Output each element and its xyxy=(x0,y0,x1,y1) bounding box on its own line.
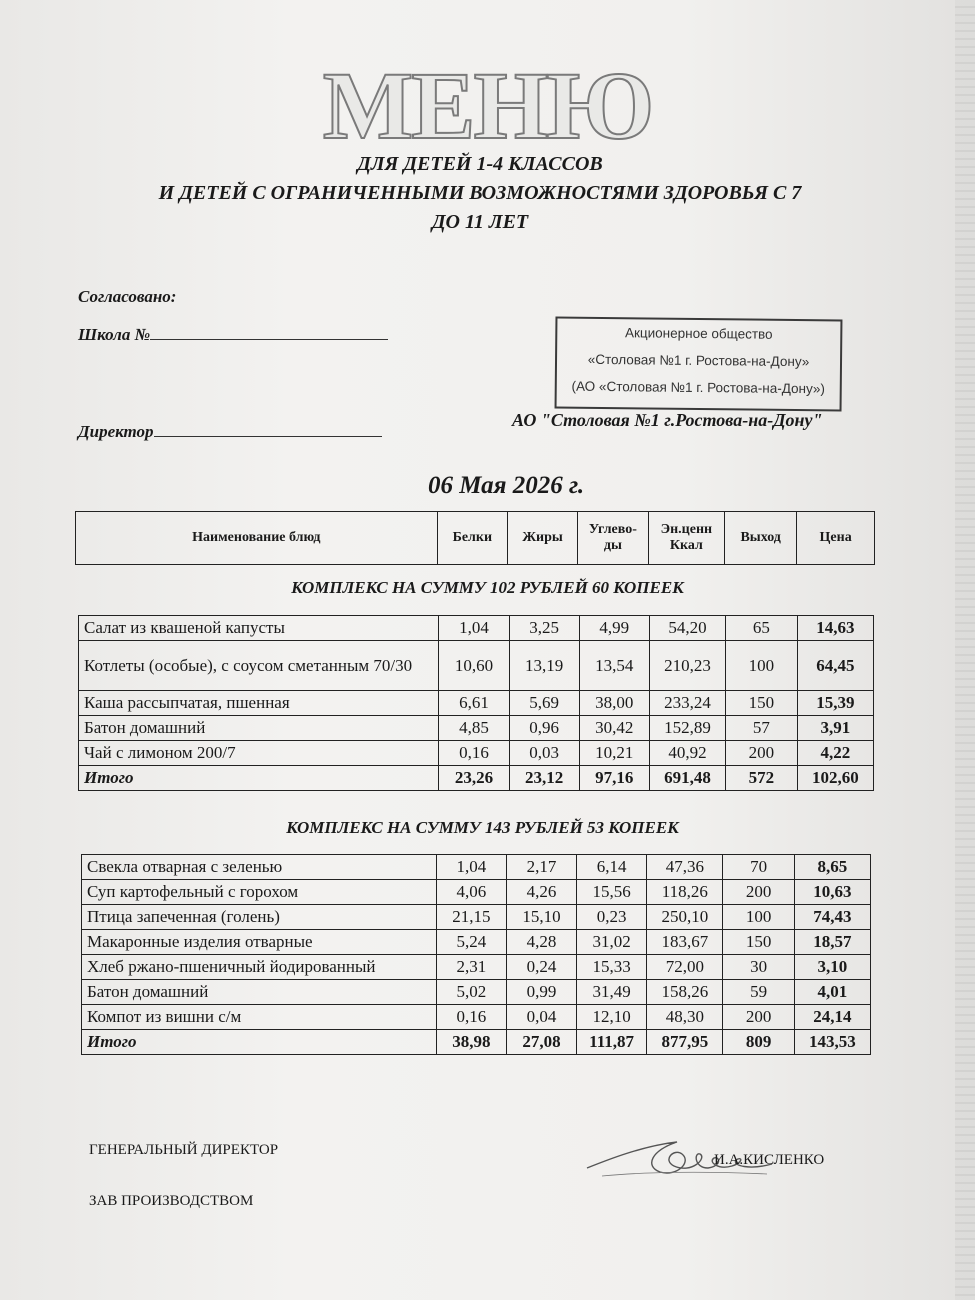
dish-name: Батон домашний xyxy=(79,716,439,741)
director-line xyxy=(154,422,382,437)
fat-cell: 0,96 xyxy=(509,716,579,741)
organization-stamp xyxy=(555,316,843,411)
carbs-cell: 0,23 xyxy=(576,905,646,930)
energy-cell: 118,26 xyxy=(647,880,723,905)
fat-cell: 5,69 xyxy=(509,691,579,716)
dish-name: Макаронные изделия отварные xyxy=(82,930,437,955)
yield-cell: 59 xyxy=(723,980,794,1005)
dish-name: Салат из квашеной капусты xyxy=(79,616,439,641)
dish-name: Суп картофельный с горохом xyxy=(82,880,437,905)
protein-cell: 10,60 xyxy=(439,641,509,691)
protein-cell: 0,16 xyxy=(439,741,509,766)
protein-cell: 0,16 xyxy=(436,1005,506,1030)
carbs-cell: 31,49 xyxy=(576,980,646,1005)
table-row xyxy=(82,955,871,980)
price-cell: 8,65 xyxy=(794,855,870,880)
table-row xyxy=(79,691,874,716)
fat-cell: 13,19 xyxy=(509,641,579,691)
fat-cell: 4,28 xyxy=(506,930,576,955)
total-energy: 691,48 xyxy=(649,766,725,791)
general-director-label: ГЕНЕРАЛЬНЫЙ ДИРЕКТОР xyxy=(89,1142,279,1158)
energy-cell: 210,23 xyxy=(649,641,725,691)
production-head-label: ЗАВ ПРОИЗВОДСТВОМ xyxy=(89,1193,254,1209)
price-cell: 3,91 xyxy=(797,716,873,741)
page-edge xyxy=(955,0,975,1300)
complex-1-title: КОМПЛЕКС НА СУММУ 102 РУБЛЕЙ 60 КОПЕЕК xyxy=(291,578,684,597)
dish-name: Батон домашний xyxy=(82,980,437,1005)
col-energy: Эн.ценн Ккал xyxy=(648,512,724,565)
total-fat: 27,08 xyxy=(506,1030,576,1055)
dish-name: Каша рассыпчатая, пшенная xyxy=(79,691,439,716)
total-price: 143,53 xyxy=(794,1030,870,1055)
carbs-cell: 12,10 xyxy=(576,1005,646,1030)
general-director-name: И.А.КИСЛЕНКО xyxy=(714,1152,825,1168)
school-line xyxy=(150,325,388,340)
school-label: Школа № xyxy=(78,325,151,344)
price-cell: 74,43 xyxy=(794,905,870,930)
stamp-line-2: «Столовая №1 г. Ростова-на-Дону» xyxy=(587,351,810,370)
dish-name: Котлеты (особые), с соусом сметанным 70/30 xyxy=(79,641,439,691)
total-fat: 23,12 xyxy=(509,766,579,791)
dish-name: Птица запеченная (голень) xyxy=(82,905,437,930)
carbs-cell: 13,54 xyxy=(579,641,649,691)
table-row xyxy=(82,1005,871,1030)
table-row xyxy=(82,980,871,1005)
protein-cell: 4,85 xyxy=(439,716,509,741)
total-carbs: 111,87 xyxy=(576,1030,646,1055)
col-fat: Жиры xyxy=(507,512,577,565)
stamp-line-1: Акционерное общество xyxy=(624,325,773,342)
carbs-cell: 15,56 xyxy=(576,880,646,905)
price-cell: 64,45 xyxy=(797,641,873,691)
table-row xyxy=(79,741,874,766)
price-cell: 14,63 xyxy=(797,616,873,641)
price-cell: 18,57 xyxy=(794,930,870,955)
yield-cell: 57 xyxy=(726,716,798,741)
carbs-cell: 31,02 xyxy=(576,930,646,955)
menu-date: 06 Мая 2026 г. xyxy=(428,472,585,499)
total-yield: 572 xyxy=(726,766,798,791)
protein-cell: 21,15 xyxy=(436,905,506,930)
table-row xyxy=(79,616,874,641)
dish-name: Чай с лимоном 200/7 xyxy=(79,741,439,766)
energy-cell: 250,10 xyxy=(647,905,723,930)
carbs-cell: 15,33 xyxy=(576,955,646,980)
yield-cell: 200 xyxy=(726,741,798,766)
carbs-cell: 4,99 xyxy=(579,616,649,641)
energy-cell: 47,36 xyxy=(647,855,723,880)
energy-cell: 48,30 xyxy=(647,1005,723,1030)
fat-cell: 0,03 xyxy=(509,741,579,766)
carbs-cell: 38,00 xyxy=(579,691,649,716)
table-row xyxy=(79,641,874,691)
energy-cell: 72,00 xyxy=(647,955,723,980)
dish-name: Компот из вишни с/м xyxy=(82,1005,437,1030)
price-cell: 10,63 xyxy=(794,880,870,905)
col-price: Цена xyxy=(797,512,875,565)
price-cell: 4,01 xyxy=(794,980,870,1005)
col-name: Наименование блюд xyxy=(76,512,438,565)
total-row xyxy=(82,1030,871,1055)
table-row xyxy=(79,716,874,741)
fat-cell: 4,26 xyxy=(506,880,576,905)
dish-name: Свекла отварная с зеленью xyxy=(82,855,437,880)
dish-name: Хлеб ржано-пшеничный йодированный xyxy=(82,955,437,980)
stamp-line-3: (АО «Столовая №1 г. Ростова-на-Дону») xyxy=(571,378,826,397)
protein-cell: 1,04 xyxy=(439,616,509,641)
yield-cell: 100 xyxy=(723,905,794,930)
director-field xyxy=(78,422,382,442)
yield-cell: 200 xyxy=(723,1005,794,1030)
energy-cell: 40,92 xyxy=(649,741,725,766)
energy-cell: 183,67 xyxy=(647,930,723,955)
agreed-label: Согласовано: xyxy=(78,287,177,306)
total-label: Итого xyxy=(82,1030,437,1055)
protein-cell: 4,06 xyxy=(436,880,506,905)
energy-cell: 152,89 xyxy=(649,716,725,741)
complex-2-table xyxy=(81,854,871,1055)
menu-subtitle xyxy=(40,150,920,237)
carbs-cell: 10,21 xyxy=(579,741,649,766)
yield-cell: 100 xyxy=(726,641,798,691)
col-protein: Белки xyxy=(437,512,507,565)
column-header-table xyxy=(75,511,875,565)
total-label: Итого xyxy=(79,766,439,791)
price-cell: 3,10 xyxy=(794,955,870,980)
subtitle-line-2: И ДЕТЕЙ С ОГРАНИЧЕННЫМИ ВОЗМОЖНОСТЯМИ ЗДОРОВЬЯ С 7 xyxy=(158,182,802,204)
table-row xyxy=(82,930,871,955)
price-cell: 24,14 xyxy=(794,1005,870,1030)
menu-title: МЕНЮ xyxy=(322,52,653,159)
table-row xyxy=(82,905,871,930)
fat-cell: 15,10 xyxy=(506,905,576,930)
energy-cell: 54,20 xyxy=(649,616,725,641)
yield-cell: 70 xyxy=(723,855,794,880)
col-yield: Выход xyxy=(725,512,797,565)
subtitle-line-1: ДЛЯ ДЕТЕЙ 1-4 КЛАССОВ xyxy=(357,153,603,175)
fat-cell: 0,24 xyxy=(506,955,576,980)
complex-2-title: КОМПЛЕКС НА СУММУ 143 РУБЛЕЙ 53 КОПЕЕК xyxy=(286,818,679,837)
yield-cell: 30 xyxy=(723,955,794,980)
protein-cell: 6,61 xyxy=(439,691,509,716)
yield-cell: 200 xyxy=(723,880,794,905)
yield-cell: 65 xyxy=(726,616,798,641)
total-energy: 877,95 xyxy=(647,1030,723,1055)
protein-cell: 5,02 xyxy=(436,980,506,1005)
total-price: 102,60 xyxy=(797,766,873,791)
table-row xyxy=(82,880,871,905)
yield-cell: 150 xyxy=(723,930,794,955)
total-protein: 23,26 xyxy=(439,766,509,791)
protein-cell: 2,31 xyxy=(436,955,506,980)
price-cell: 15,39 xyxy=(797,691,873,716)
organization-name: АО "Столовая №1 г.Ростова-на-Дону" xyxy=(512,410,823,430)
energy-cell: 158,26 xyxy=(647,980,723,1005)
total-row xyxy=(79,766,874,791)
energy-cell: 233,24 xyxy=(649,691,725,716)
col-carbs: Углево-ды xyxy=(578,512,649,565)
protein-cell: 1,04 xyxy=(436,855,506,880)
fat-cell: 0,99 xyxy=(506,980,576,1005)
total-carbs: 97,16 xyxy=(579,766,649,791)
fat-cell: 3,25 xyxy=(509,616,579,641)
director-label: Директор xyxy=(78,422,154,441)
complex-1-table xyxy=(78,615,874,791)
fat-cell: 0,04 xyxy=(506,1005,576,1030)
total-yield: 809 xyxy=(723,1030,794,1055)
school-field xyxy=(78,325,388,345)
yield-cell: 150 xyxy=(726,691,798,716)
price-cell: 4,22 xyxy=(797,741,873,766)
table-row xyxy=(82,855,871,880)
protein-cell: 5,24 xyxy=(436,930,506,955)
fat-cell: 2,17 xyxy=(506,855,576,880)
carbs-cell: 6,14 xyxy=(576,855,646,880)
carbs-cell: 30,42 xyxy=(579,716,649,741)
subtitle-line-3: ДО 11 ЛЕТ xyxy=(431,211,529,233)
total-protein: 38,98 xyxy=(436,1030,506,1055)
